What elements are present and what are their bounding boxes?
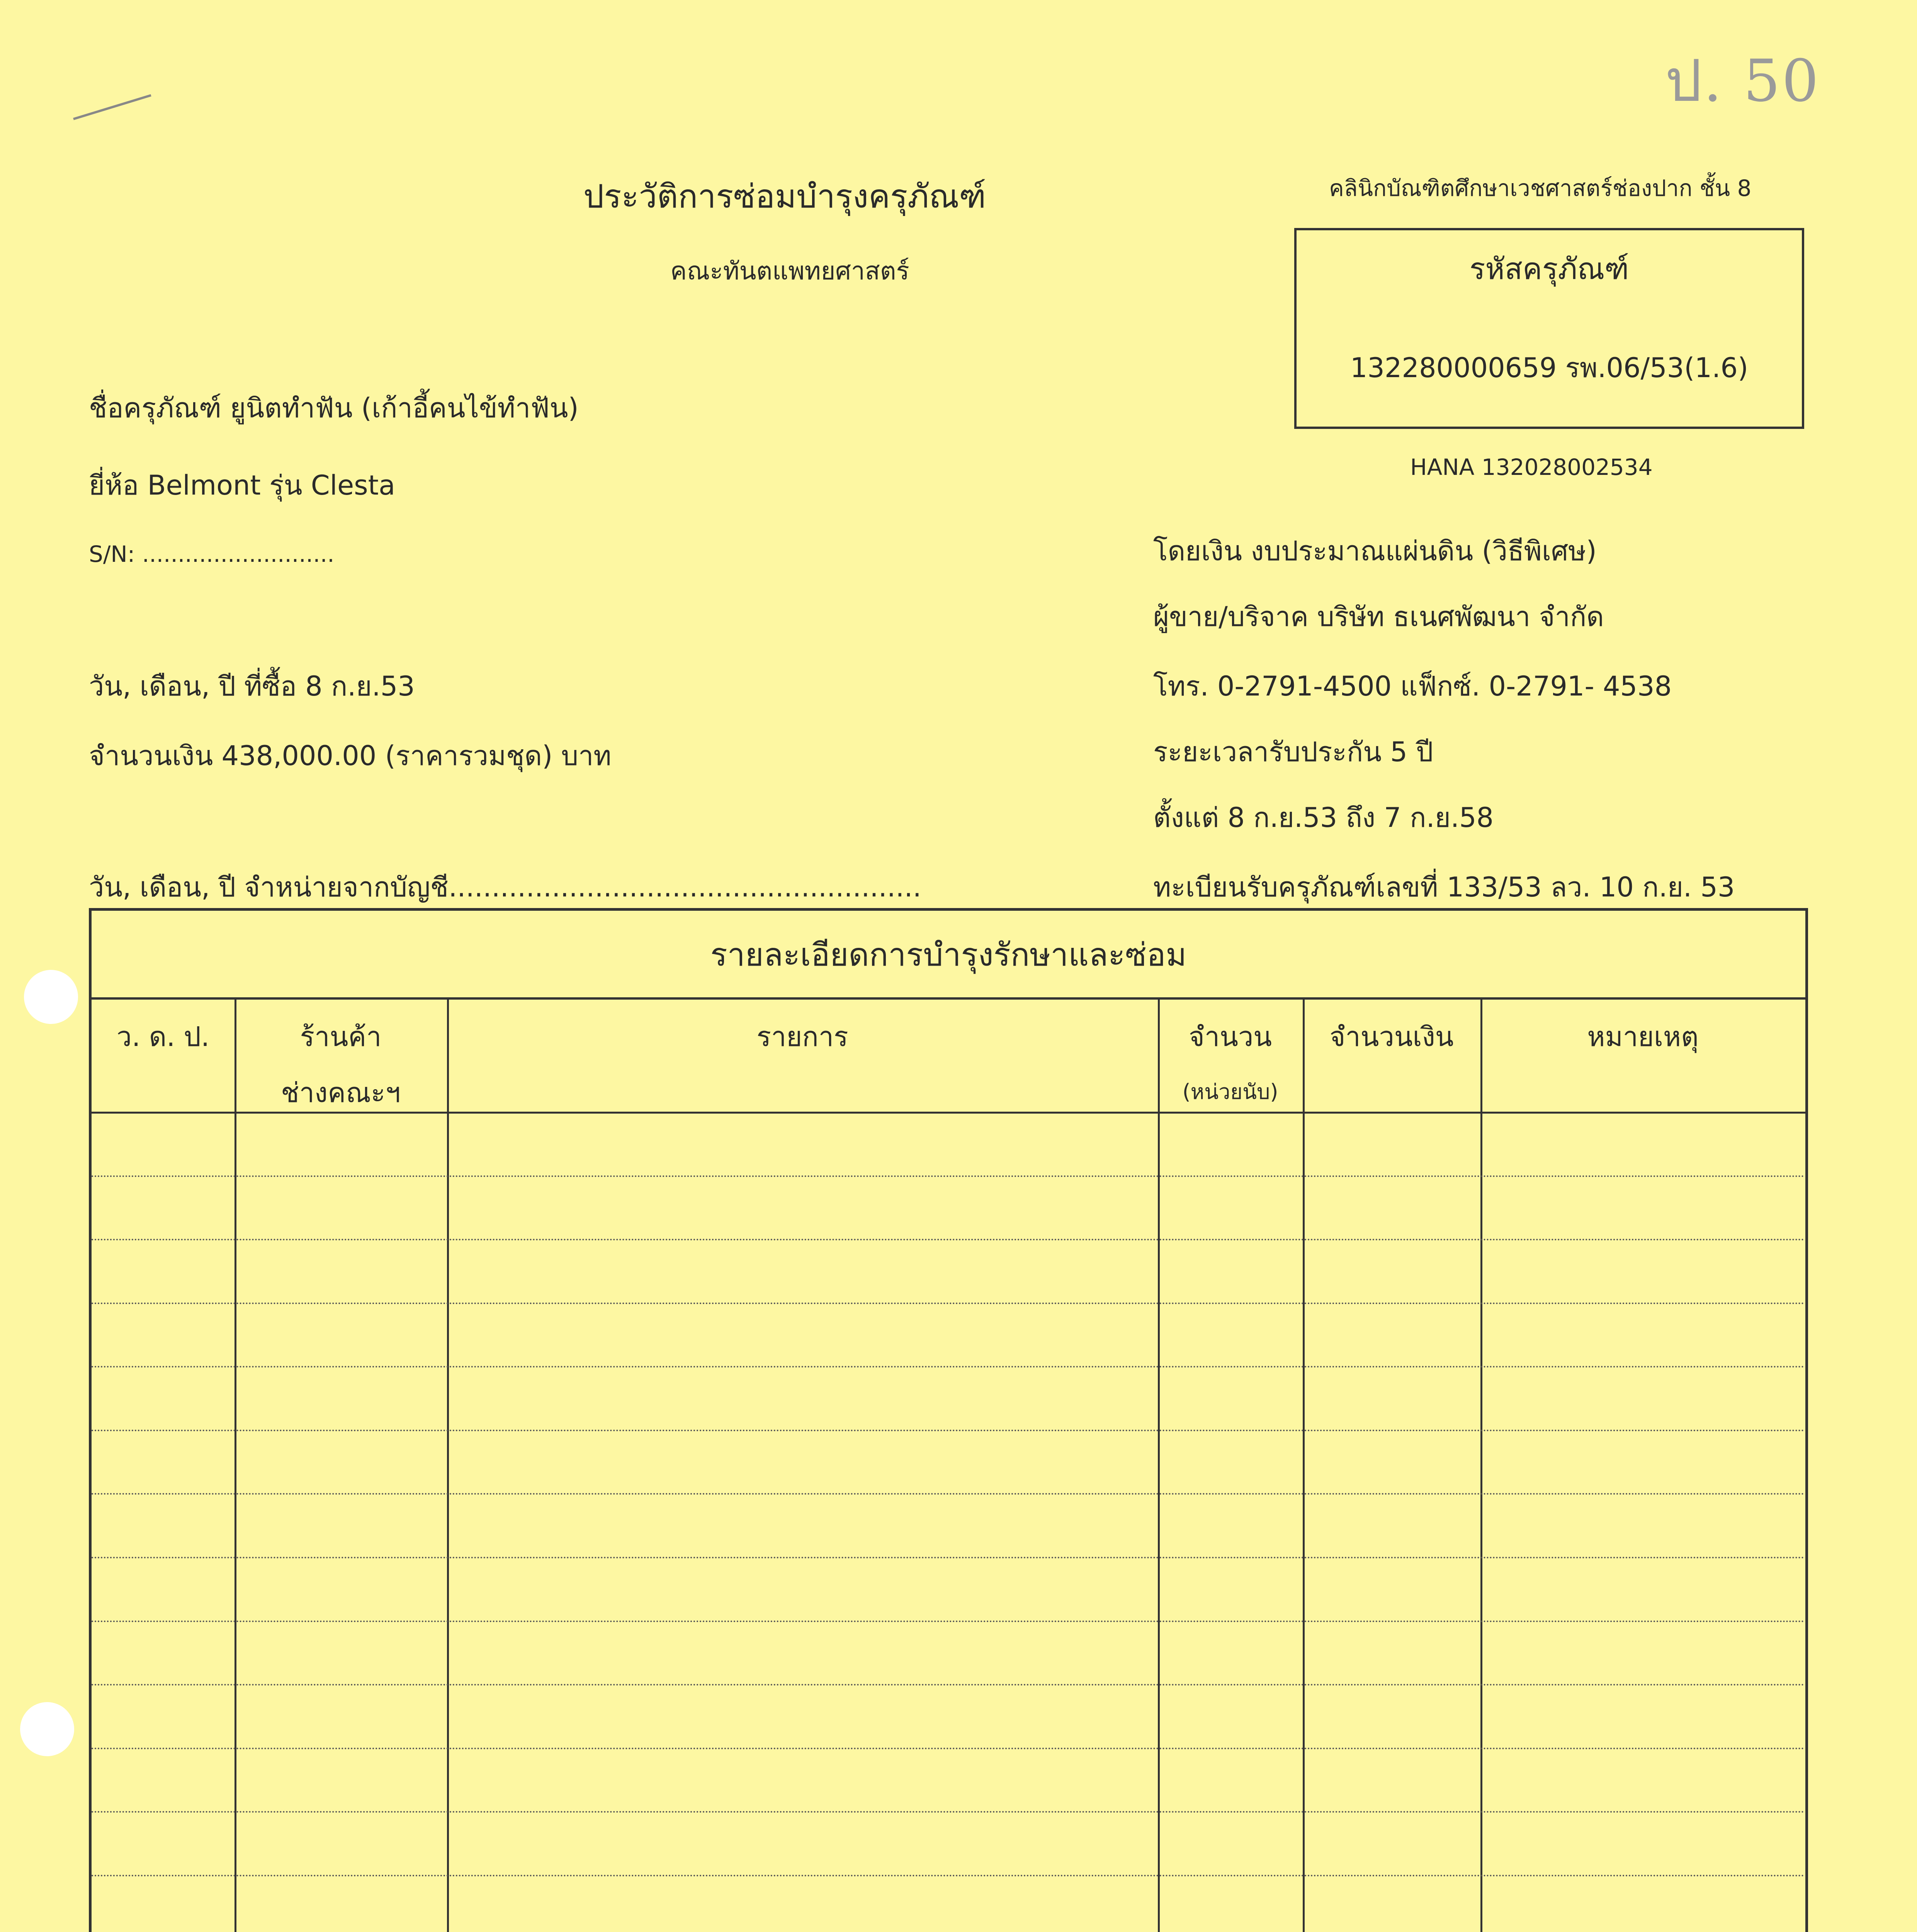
column-header-shop: ร้านค้า ช่างคณะฯ [281, 1021, 401, 1109]
table-row-divider [92, 1684, 1805, 1685]
hana-code: HANA 132028002534 [1410, 454, 1653, 480]
equipment-name: ชื่อครุภัณฑ์ ยูนิตทำฟัน (เก้าอี้คนไข้ทำฟัน) [89, 392, 579, 424]
column-header-date: ว. ด. ป. [116, 1021, 210, 1053]
maintenance-table [89, 908, 1808, 1932]
disposal-date: วัน, เดือน, ปี จำหน่ายจากบัญชี....................................................... [89, 871, 921, 903]
purchase-amount: จำนวนเงิน 438,000.00 (ราคารวมชุด) บาท [89, 740, 612, 772]
table-row-divider [92, 1557, 1805, 1558]
table-row-divider [92, 1621, 1805, 1622]
clinic-name: คลินิกบัณฑิตศึกษาเวชศาสตร์ช่องปาก ชั้น 8 [1329, 175, 1752, 201]
column-header-amount: จำนวนเงิน [1329, 1021, 1454, 1053]
funding-source: โดยเงิน งบประมาณแผ่นดิน (วิธีพิเศษ) [1153, 535, 1597, 567]
table-row-divider [92, 1366, 1805, 1367]
table-row-divider [92, 1175, 1805, 1177]
table-row-divider [92, 1239, 1805, 1240]
punch-hole-top [24, 970, 78, 1024]
equipment-code-label: รหัสครุภัณฑ์ [1469, 252, 1629, 286]
equipment-code-value: 132280000659 รพ.06/53(1.6) [1350, 352, 1749, 384]
pen-mark [73, 94, 151, 120]
table-row-divider [92, 1875, 1805, 1876]
vendor: ผู้ขาย/บริจาค บริษัท ธเนศพัฒนา จำกัด [1153, 601, 1604, 633]
serial-number: S/N: ........................... [89, 541, 335, 567]
handwritten-note: ป. 50 [1665, 48, 1820, 115]
table-row-divider [92, 1303, 1805, 1304]
purchase-date: วัน, เดือน, ปี ที่ซื้อ 8 ก.ย.53 [89, 670, 415, 702]
warranty-period: ตั้งแต่ 8 ก.ย.53 ถึง 7 ก.ย.58 [1153, 802, 1494, 833]
column-header-quantity: จำนวน (หน่วยนับ) [1182, 1021, 1278, 1104]
table-row-divider [92, 1811, 1805, 1813]
phone-fax: โทร. 0-2791-4500 แฟ็กซ์. 0-2791- 4538 [1153, 670, 1672, 702]
table-row-divider [92, 1430, 1805, 1431]
column-header-remarks: หมายเหตุ [1587, 1021, 1699, 1053]
form-title: ประวัติการซ่อมบำรุงครุภัณฑ์ [583, 177, 986, 215]
brand-model: ยี่ห้อ Belmont รุ่น Clesta [89, 469, 395, 501]
registration-number: ทะเบียนรับครุภัณฑ์เลขที่ 133/53 ลว. 10 ก.ย. 53 [1153, 871, 1735, 903]
column-header-item: รายการ [756, 1021, 848, 1053]
table-title: รายละเอียดการบำรุงรักษาและซ่อม [92, 911, 1805, 1000]
equipment-code-box [1294, 228, 1804, 429]
form-subtitle: คณะทันตแพทยศาสตร์ [670, 257, 909, 286]
warranty-duration: ระยะเวลารับประกัน 5 ปี [1153, 736, 1433, 768]
punch-hole-bottom [20, 1702, 74, 1756]
table-row-divider [92, 1493, 1805, 1495]
table-row-divider [92, 1748, 1805, 1749]
